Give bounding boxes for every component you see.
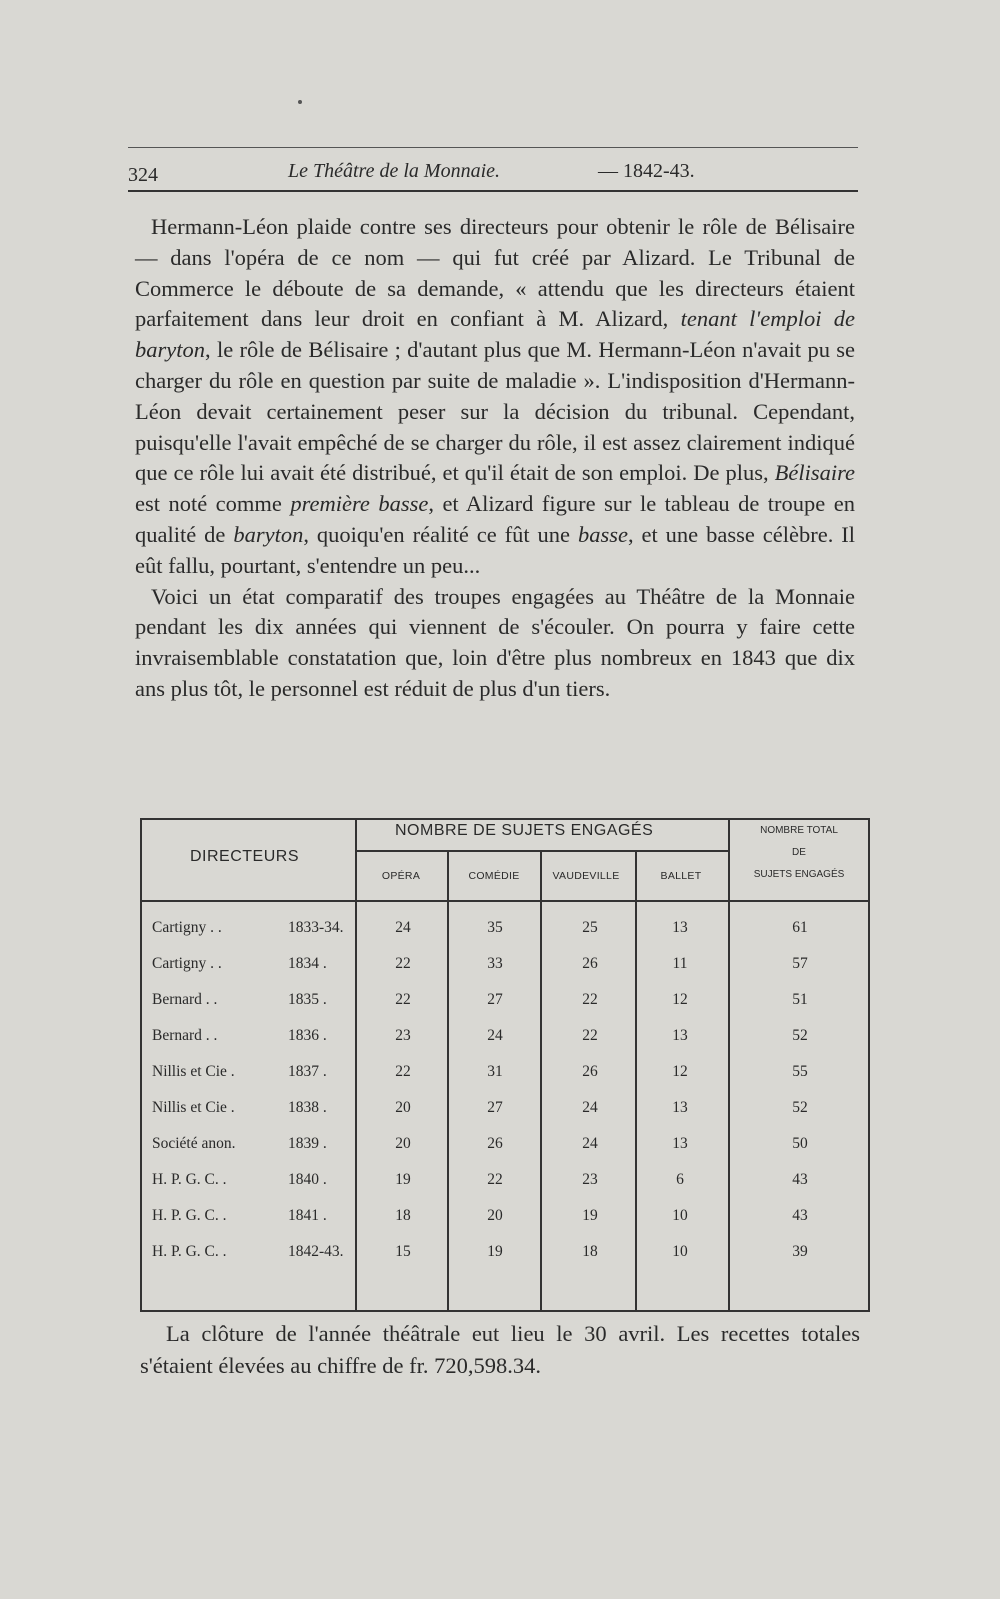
cell-comedie: 27 [487,1099,503,1116]
cell-ballet: 12 [672,991,688,1008]
cell-total: 57 [792,955,808,972]
cell-annee: 1839 . [288,1135,327,1152]
table-row [140,987,870,1023]
text-run: , le rôle de Bélisaire ; d'autant plus que M. Hermann-Léon n'avait pu se charger du rôle en question par suite de maladie ». L'indisposition d'Hermann-Léon devait certainement peser sur la décision du tribunal. Cependant, puisqu'elle l'avait empêché de se charger du rôle, il est assez clairement indiqué que ce rôle lui avait été distribué, et qu'il était de son emploi. De plus, [135,337,855,486]
cell-total: 51 [792,991,808,1008]
header-nombre-sujets: NOMBRE DE SUJETS ENGAGÉS [395,822,654,839]
table-row [140,1095,870,1131]
cell-ballet: 12 [672,1063,688,1080]
cell-directeur: H. P. G. C. . [152,1207,227,1224]
cell-opera: 19 [395,1171,411,1188]
cell-directeur: H. P. G. C. . [152,1171,227,1188]
header-directeurs: DIRECTEURS [190,848,300,865]
cell-opera: 23 [395,1027,411,1044]
cell-opera: 22 [395,955,411,972]
table-header-bottom-rule [140,900,870,902]
cell-vaudeville: 24 [582,1135,598,1152]
subheader-ballet: BALLET [660,870,702,882]
table-row [140,1167,870,1203]
cell-directeur: Nillis et Cie . [152,1099,235,1116]
cell-total: 52 [792,1099,808,1116]
header-nombre-total [728,820,870,886]
cell-comedie: 19 [487,1243,503,1260]
italic-run: tenant l'emploi de baryton [135,306,856,363]
cell-annee: 1834 . [288,955,327,972]
cell-total: 43 [792,1207,808,1224]
italic-run: basse [577,521,628,547]
cell-opera: 22 [395,991,411,1008]
table-row [140,1239,870,1275]
cell-annee: 1837 . [288,1063,327,1080]
subheader-vaudeville: VAUDEVILLE [552,870,620,882]
cell-ballet: 6 [676,1171,684,1188]
cell-comedie: 27 [487,991,503,1008]
cell-vaudeville: 24 [582,1099,598,1116]
text-run: , et une basse célèbre. Il eût fallu, pourtant, s'entendre un peu... [135,521,855,578]
table-body [140,915,870,1275]
table-header [140,820,870,908]
table-row [140,951,870,987]
cell-directeur: Cartigny . . [152,919,222,936]
cell-total: 61 [792,919,808,936]
subheader-comedie: COMÉDIE [468,870,520,882]
cell-ballet: 13 [672,919,688,936]
table-row [140,1059,870,1095]
cell-vaudeville: 26 [582,955,598,972]
cell-directeur: Cartigny . . [152,955,222,972]
cell-annee: 1842-43. [288,1243,344,1260]
cell-vaudeville: 19 [582,1207,598,1224]
text-run: est noté comme [135,491,291,517]
running-title: Le Théâtre de la Monnaie. [288,160,501,182]
table-bottom-rule [140,1310,870,1312]
cell-directeur: Nillis et Cie . [152,1063,235,1080]
cell-comedie: 20 [487,1207,503,1224]
italic-run: baryton [233,521,304,547]
cell-total: 39 [792,1243,808,1260]
cell-annee: 1840 . [288,1171,327,1188]
cell-opera: 18 [395,1207,411,1224]
cell-vaudeville: 26 [582,1063,598,1080]
cell-ballet: 13 [672,1099,688,1116]
table-row [140,1131,870,1167]
cell-ballet: 10 [672,1243,688,1260]
cell-ballet: 13 [672,1027,688,1044]
cell-annee: 1841 . [288,1207,327,1224]
page-number: 324 [128,164,158,186]
header-total-line2: DE [792,847,806,858]
cell-total: 43 [792,1171,808,1188]
paragraph-comparatif: Voici un état comparatif des troupes engagées au Théâtre de la Monnaie pendant les dix années qui viennent de s'écouler. On pourra y faire cette invraisemblable constatation que, loin d'être plus nombreux en 1843 que dix ans plus tôt, le personnel est réduit de plus d'un tiers. [135,583,855,701]
cell-vaudeville: 25 [582,919,598,936]
italic-run: première basse [290,491,429,517]
cell-total: 50 [792,1135,808,1152]
table-row [140,1023,870,1059]
header-rule [128,190,858,192]
cell-opera: 20 [395,1099,411,1116]
cell-annee: 1835 . [288,991,327,1008]
cell-opera: 22 [395,1063,411,1080]
text-run: Hermann-Léon plaide contre ses directeurs pour obtenir le rôle de Bélisaire — dans l'opéra de ce nom — qui fut créé par Alizard. Le Tribunal de Commerce le déboute de sa demande, « attendu que les directeurs étaient parfaitement dans leur droit en confiant à M. Alizard, [135,214,855,332]
cell-opera: 20 [395,1135,411,1152]
table-row [140,915,870,951]
paragraph-closing: La clôture de l'année théâtrale eut lieu le 30 avril. Les recettes totales s'étaient élevées au chiffre de fr. 720,598.34. [140,1321,860,1378]
closing-text [140,1318,860,1382]
cell-vaudeville: 18 [582,1243,598,1260]
body-text [135,212,855,705]
cell-ballet: 10 [672,1207,688,1224]
cell-comedie: 31 [487,1063,503,1080]
cell-opera: 24 [395,919,411,936]
header-total-line3: SUJETS ENGAGÉS [753,869,845,880]
cell-comedie: 24 [487,1027,503,1044]
ink-dot [298,100,302,104]
text-run: , et Alizard figure sur le tableau de troupe en qualité de [135,491,855,547]
cell-annee: 1836 . [288,1027,327,1044]
cell-total: 52 [792,1027,808,1044]
cell-opera: 15 [395,1243,411,1260]
group-rule [356,850,728,852]
cell-comedie: 33 [487,955,503,972]
cell-comedie: 26 [487,1135,503,1152]
italic-run: Bélisaire [774,460,855,486]
cell-total: 55 [792,1063,808,1080]
cell-annee: 1833-34. [288,919,344,936]
cell-comedie: 35 [487,919,503,936]
cell-directeur: H. P. G. C. . [152,1243,227,1260]
cell-directeur: Société anon. [152,1135,236,1152]
cell-directeur: Bernard . . [152,1027,218,1044]
cell-vaudeville: 22 [582,991,598,1008]
table-row [140,1203,870,1239]
running-header [128,160,858,188]
cell-ballet: 13 [672,1135,688,1152]
cell-annee: 1838 . [288,1099,327,1116]
text-run: , quoiqu'en réalité ce fût une [303,521,578,547]
cell-vaudeville: 22 [582,1027,598,1044]
paragraph-belisaire [135,212,855,582]
subheader-opera: OPÉRA [381,870,421,882]
top-rule [128,147,858,148]
running-years: — 1842-43. [598,160,695,182]
header-total-line1: NOMBRE TOTAL [760,825,838,836]
cell-vaudeville: 23 [582,1171,598,1188]
cell-comedie: 22 [487,1171,503,1188]
cell-ballet: 11 [672,955,688,972]
cell-directeur: Bernard . . [152,991,218,1008]
